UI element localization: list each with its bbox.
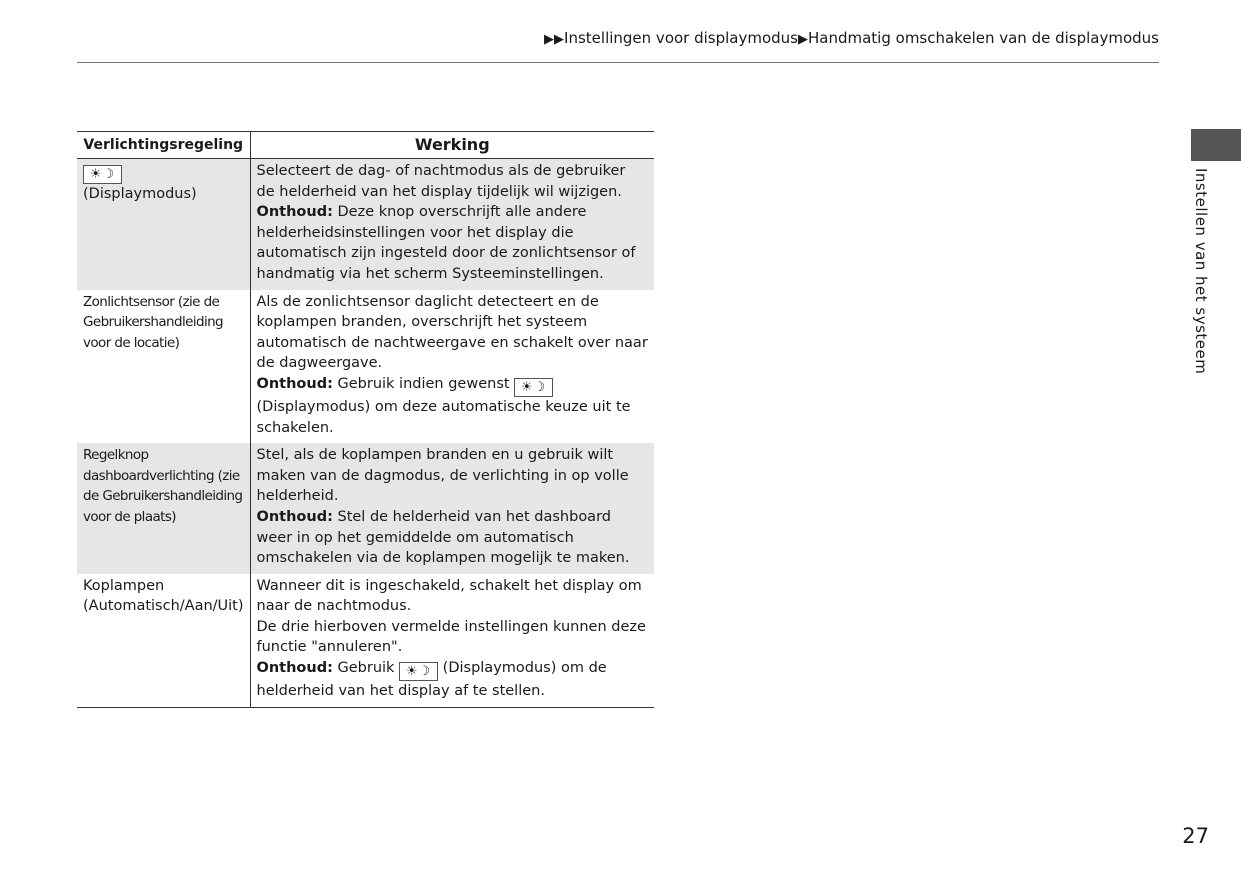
table-row xyxy=(77,443,654,574)
day-night-mode-icon: ☀☽ xyxy=(399,662,438,681)
operation-text: Wanneer dit is ingeschakeld, schakelt het display om naar de nachtmodus. xyxy=(256,577,642,615)
control-cell xyxy=(77,159,250,290)
operation-text: Stel, als de koplampen branden en u gebruik wilt maken van de dagmodus, de verlichting in op volle helderheid. xyxy=(256,447,629,505)
note-label: Onthoud: xyxy=(256,204,333,221)
column-header-lighting-control: Verlichtingsregeling xyxy=(77,132,250,159)
note-label: Onthoud: xyxy=(256,660,333,677)
note-text: Stel de helderheid van het dashboard weer in op het gemiddelde om automatisch omschakelen via de koplampen mogelijk te maken. xyxy=(256,508,630,567)
day-night-mode-icon: ☀☽ xyxy=(514,378,553,397)
breadcrumb-item-display-mode-settings: Instellingen voor displaymodus xyxy=(564,29,798,47)
control-cell xyxy=(77,574,250,707)
table-row xyxy=(77,159,654,290)
operation-text: Selecteert de dag- of nachtmodus als de gebruiker de helderheid van het display tijdelijk wil wijzigen. xyxy=(256,163,626,200)
operation-cell xyxy=(250,290,654,444)
note-label: Onthoud: xyxy=(256,508,333,525)
note-text-after-icon: (Displaymodus) om de helderheid van het display af te stellen. xyxy=(256,660,607,700)
operation-cell xyxy=(250,159,654,290)
control-label: Zonlichtsensor (zie de Gebruikershandleiding voor de locatie) xyxy=(83,293,224,351)
note-text: Deze knop overschrijft alle andere helderheidsinstellingen voor het display die automatisch zijn ingesteld door de zonlichtsensor of handmatig via het scherm Systeeminstellingen. xyxy=(256,204,636,282)
breadcrumb xyxy=(544,29,1159,47)
column-header-operation: Werking xyxy=(250,132,654,159)
note-text-after-icon: (Displaymodus) om deze automatische keuze uit te schakelen. xyxy=(256,398,631,436)
control-label: (Displaymodus) xyxy=(83,186,197,202)
breadcrumb-double-arrow-icon: ▶▶ xyxy=(544,32,565,47)
chapter-tab-marker xyxy=(1191,129,1241,161)
page-number: 27 xyxy=(1182,824,1209,848)
chapter-tab-label: Instellen van het systeem xyxy=(1192,168,1210,375)
control-label: Koplampen (Automatisch/Aan/Uit) xyxy=(83,577,244,615)
control-cell xyxy=(77,443,250,574)
lighting-control-table xyxy=(77,131,654,708)
table-row xyxy=(77,574,654,707)
operation-text-secondary: De drie hierboven vermelde instellingen kunnen deze functie "annuleren". xyxy=(256,618,646,656)
note-label: Onthoud: xyxy=(256,375,333,392)
day-night-mode-icon: ☀☽ xyxy=(83,165,122,184)
control-label: Regelknop dashboardverlichting (zie de Gebruikershandleiding voor de plaats) xyxy=(83,447,243,525)
header-divider xyxy=(77,62,1159,63)
operation-cell xyxy=(250,443,654,574)
operation-text: Als de zonlichtsensor daglicht detecteert en de koplampen branden, overschrijft het systeem automatisch de nachtweergave en schakelt over naar de dagweergave. xyxy=(256,293,648,372)
table-header-row xyxy=(77,132,654,159)
note-text-before-icon: Gebruik indien gewenst xyxy=(337,375,510,392)
table-row xyxy=(77,290,654,444)
breadcrumb-arrow-icon: ▶ xyxy=(798,32,808,47)
operation-cell xyxy=(250,574,654,707)
control-cell xyxy=(77,290,250,444)
breadcrumb-item-manual-switching: Handmatig omschakelen van de displaymodus xyxy=(808,29,1159,47)
note-text-before-icon: Gebruik xyxy=(337,660,395,677)
